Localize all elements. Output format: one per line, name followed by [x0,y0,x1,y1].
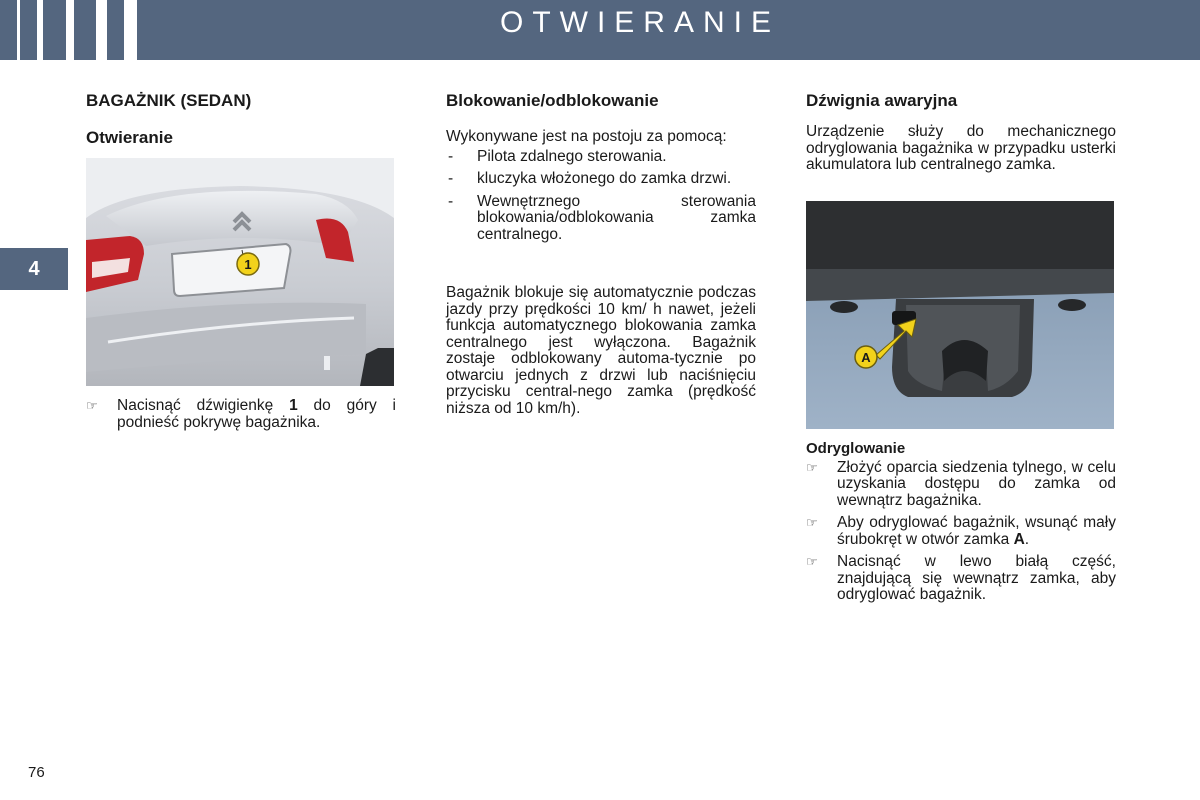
callout-label: A [861,349,871,365]
method-list [446,149,756,244]
column-locking [446,90,756,417]
intro-paragraph: Wykonywane jest na postoju za pomocą: [446,128,727,145]
column-trunk-opening [86,90,396,437]
pointing-hand-icon: ☞ [806,515,818,530]
header-stripe [96,0,107,60]
unlock-steps-list [806,460,1116,604]
auto-lock-paragraph: Bagażnik blokuje się automatycznie podczas jazdy przy prędkości 10 km/ h nawet, jeżeli funkcja automatycznego blokowania zamka centralnego jest wyłączona. Bagażnik zostaje odblokowany automa-tycznie po otwarciu jednych z drzwi lub naciśnięciu przycisku central-nego zamka (prędkość niższa od 10 km/h). [446,284,756,417]
chapter-tab: 4 [0,248,68,290]
list-item: - kluczyka włożonego do zamka drzwi. [448,170,732,187]
section-heading: Dźwignia awaryjna [806,91,958,110]
instruction-list [86,398,396,431]
page-number: 76 [28,764,45,781]
list-item: - Pilota zdalnego sterowania. [448,147,667,165]
list-item: ☞ Nacisnąć w lewo białą część, znajdującą się wewnątrz zamka, aby odryglować bagażnik. [806,553,1116,603]
section-heading: Blokowanie/odblokowanie [446,91,659,110]
header-stripe [37,0,43,60]
section-heading: BAGAŻNIK (SEDAN) [86,91,252,110]
callout-reference: 1 [289,397,298,414]
header-stripe [124,0,137,60]
column-emergency-lever [806,90,1116,610]
list-item: ☞ Złożyć oparcia siedzenia tylnego, w celu uzyskania dostępu do zamka od wewnątrz bagażnika. [806,458,1116,509]
pointing-hand-icon: ☞ [806,459,818,475]
callout-reference: A [1013,530,1025,548]
page-header [0,0,1200,60]
sedan-trunk-illustration [86,158,394,386]
instruction-text: Nacisnąć dźwigienkę [117,397,290,414]
subsection-heading: Odryglowanie [806,439,906,457]
callout-label: 1 [244,257,252,272]
instruction-text: do góry i podnieść pokrywę bagażnika. [117,397,396,431]
header-stripe [66,0,74,60]
list-item: ☞ Aby odryglować bagażnik, wsunąć mały śrubokręt w otwór zamka A. [806,514,1116,548]
list-item [86,398,396,431]
intro-paragraph: Urządzenie służy do mechanicznego odryglowania bagażnika w przypadku usterki akumulatora lub centralnego zamka. [806,123,1116,173]
header-stripe [17,0,20,60]
trunk-lock-photo [806,201,1114,429]
list-item: - Wewnętrznego sterowania blokowania/odblokowania zamka centralnego. [448,192,756,243]
subsection-heading: Otwieranie [86,128,173,147]
pointing-hand-icon: ☞ [86,398,98,413]
pointing-hand-icon: ☞ [806,554,818,569]
page-title: OTWIERANIE [499,6,780,39]
